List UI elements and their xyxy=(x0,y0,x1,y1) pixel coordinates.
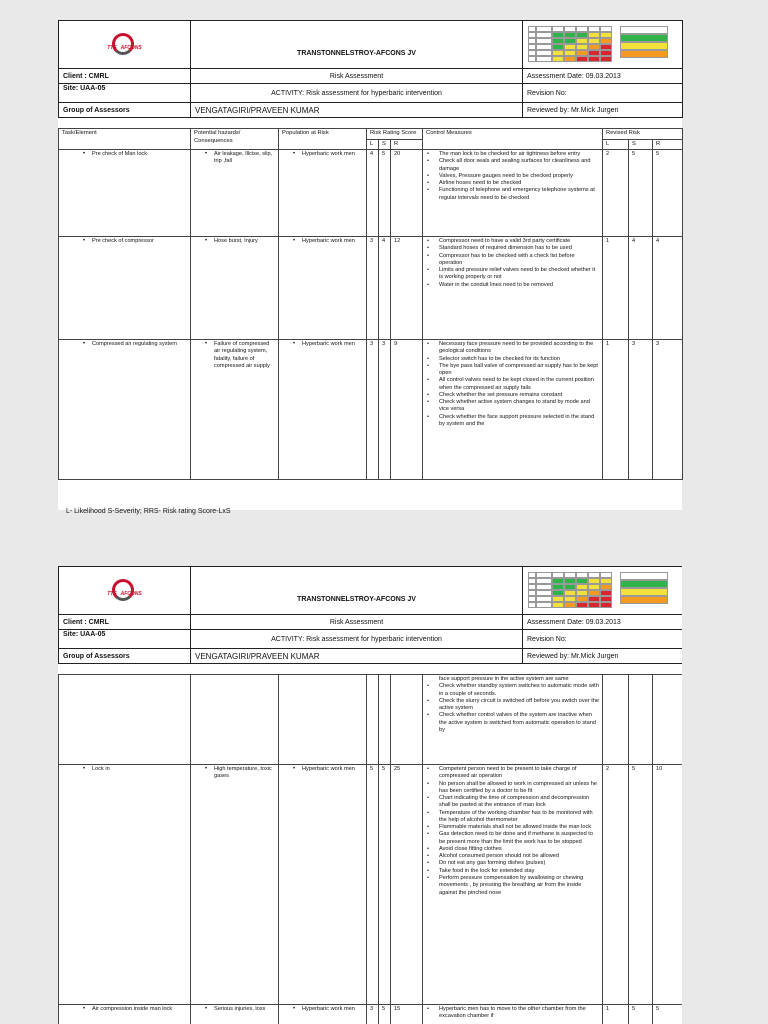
r-cell: 9 xyxy=(391,340,423,480)
rs-cell: 3 xyxy=(629,340,653,480)
col-rs: S xyxy=(629,139,653,150)
rl-cell: 1 xyxy=(603,1005,629,1024)
activity-title: ACTIVITY: Risk assessment for hyperbaric intervention xyxy=(191,84,523,103)
hazard-cell: • Air leakage, Illcise, slip, trip ,fall xyxy=(204,151,275,166)
group-label: Group of Assessors xyxy=(59,649,191,664)
r-cell: 12 xyxy=(391,237,423,340)
task-cell: • Air compression inside man lock xyxy=(82,1006,187,1013)
rs-cell: 5 xyxy=(629,765,653,1005)
population-cell: • Hyperbaric work men xyxy=(292,238,363,245)
site-label: Site: UAA-05 xyxy=(59,84,191,103)
rl-cell: 2 xyxy=(603,765,629,1005)
col-r: R xyxy=(391,139,423,150)
rs-cell: 5 xyxy=(629,1005,653,1024)
document-page-1 xyxy=(58,20,682,510)
group-label: Group of Assessors xyxy=(59,103,191,118)
rl-cell: 1 xyxy=(603,340,629,480)
control-list xyxy=(426,1006,599,1021)
doc-type: Risk Assessment xyxy=(191,615,523,630)
list-item: • Avoid close fitting clothes xyxy=(426,846,599,853)
list-item: • Compressor need to have a valid 3rd party certificate xyxy=(426,238,599,245)
list-item: • The bye pass ball valve of compressed air supply has to be kept open xyxy=(426,363,599,378)
rs-cell: 4 xyxy=(629,237,653,340)
list-item: • Valves, Pressure gauges need to be checked properly xyxy=(426,173,599,180)
rr-cell: 5 xyxy=(653,1005,683,1024)
population-cell: • Hyperbaric work men xyxy=(292,766,363,773)
s-cell: 3 xyxy=(379,340,391,480)
col-task: Task/Element xyxy=(59,129,191,150)
task-cell: • Compressed air regulating system xyxy=(82,341,187,348)
assessors-names: VENGATAGIRI/PRAVEEN KUMAR xyxy=(191,103,523,118)
risk-matrix xyxy=(523,567,683,615)
task-cell: • Lock in xyxy=(82,766,187,773)
rl-cell: 1 xyxy=(603,237,629,340)
header-table xyxy=(58,566,682,664)
l-cell: 3 xyxy=(367,237,379,340)
footnote: L- Likelihood S-Severity; RRS- Risk rating Score-LxS xyxy=(66,508,231,515)
hazard-cell: • High temperature, toxic gases xyxy=(204,766,275,781)
r-cell: 20 xyxy=(391,150,423,237)
s-cell: 5 xyxy=(379,1005,391,1024)
col-rl: L xyxy=(603,139,629,150)
l-cell: 3 xyxy=(367,1005,379,1024)
col-hazards: Potential hazards/ Consequences xyxy=(191,129,279,150)
hazard-cell: • Serious injuries, loss xyxy=(204,1006,275,1013)
list-item: • Selector switch has to be checked for its function xyxy=(426,356,599,363)
company-name: TRANSTONNELSTROY-AFCONS JV xyxy=(191,21,523,69)
assessment-date: Assessment Date: 09.03.2013 xyxy=(523,69,683,84)
control-list xyxy=(426,341,599,428)
list-item: • Perform pressure compensation by swallowing or chewing movements , by pressing the breathing air from the inside against the pinched nose xyxy=(426,875,599,897)
rr-cell: 10 xyxy=(653,765,683,1005)
list-item: • Check whether active system changes to stand by mode and vice versa xyxy=(426,399,599,414)
rr-cell: 5 xyxy=(653,150,683,237)
rr-cell: 3 xyxy=(653,340,683,480)
task-cell: • Pre check of Man lock xyxy=(82,151,187,158)
control-list xyxy=(426,238,599,289)
continued-text: face support pressure in the active system are same xyxy=(439,676,569,682)
company-logo: TTS AFCONS xyxy=(59,21,191,69)
list-item: • All control valves need to be kept closed in the current position when the compressed air supply fails xyxy=(426,377,599,392)
r-cell: 25 xyxy=(391,765,423,1005)
list-item: • Flammable materials shall not be allowed inside the man lock xyxy=(426,824,599,831)
list-item: • No person shall be allowed to work in compressed air unless he has been certified by a doctor to be fit xyxy=(426,781,599,796)
col-control: Control Measures xyxy=(423,129,603,150)
list-item: • Check whether control valves of the system are inactive when the active system is switched from automatic operation to stand by xyxy=(426,712,599,734)
population-cell: • Hyperbaric work men xyxy=(292,341,363,348)
table-row xyxy=(59,765,683,1005)
control-list xyxy=(426,766,599,897)
col-l: L xyxy=(367,139,379,150)
client-label: Client : CMRL xyxy=(59,69,191,84)
list-item: • Temperature of the working chamber has to be monitored with the help of alcohol thermometer xyxy=(426,810,599,825)
list-item: • Airline hoses need to be checked xyxy=(426,180,599,187)
revision-no: Revision No: xyxy=(523,84,683,103)
list-item: • Limits and pressure relief valves need to be checked whether it is working properly or not xyxy=(426,267,599,282)
list-item: • Necessary face pressure need to be provided according to the geological conditions xyxy=(426,341,599,356)
col-s: S xyxy=(379,139,391,150)
doc-type: Risk Assessment xyxy=(191,69,523,84)
activity-title: ACTIVITY: Risk assessment for hyperbaric intervention xyxy=(191,630,523,649)
hazard-cell: • Failure of compressed air regulating system, fatality, failure of compressed air supply xyxy=(204,341,275,370)
assessment-date: Assessment Date: 09.03.2013 xyxy=(523,615,683,630)
list-item: • Chart indicating the time of compression and decompression shall be pasted at the entrance of man lock xyxy=(426,795,599,810)
list-item: • Check whether standby system switches to automatic mode with in a couple of seconds. xyxy=(426,683,599,698)
risk-matrix xyxy=(523,21,683,69)
company-logo: TTS AFCONS xyxy=(59,567,191,615)
s-cell: 5 xyxy=(379,765,391,1005)
table-row xyxy=(59,237,683,340)
list-item: • Take food in the lock for extended stay xyxy=(426,868,599,875)
list-item: • Compressor has to be checked with a check list before operation xyxy=(426,253,599,268)
list-item: • The man lock to be checked for air tightness before entry xyxy=(426,151,599,158)
r-cell: 15 xyxy=(391,1005,423,1024)
population-cell: • Hyperbaric work men xyxy=(292,1006,363,1013)
reviewed-by: Reviewed by: Mr.Mick Jurgen xyxy=(523,103,683,118)
rl-cell: 2 xyxy=(603,150,629,237)
header-table xyxy=(58,20,683,118)
control-list xyxy=(426,683,599,734)
list-item: • Gas detection need to be done and if methane is suspected to be present more than the limit the work has to be stopped xyxy=(426,831,599,846)
assessors-names: VENGATAGIRI/PRAVEEN KUMAR xyxy=(191,649,523,664)
l-cell: 3 xyxy=(367,340,379,480)
list-item: • Check the slurry circuit is switched off before you switch over the active system xyxy=(426,698,599,713)
col-rr: R xyxy=(653,139,683,150)
list-item: • Hyperbaric men has to move to the other chamber from the excavation chamber if xyxy=(426,1006,599,1021)
list-item: • Check all door seals and sealing surfaces for cleanliness and damage xyxy=(426,158,599,173)
list-item: • Do not eat any gas forming dishes (pulses) xyxy=(426,860,599,867)
hazard-cell: • Hose burst, Injury xyxy=(204,238,275,245)
population-cell: • Hyperbaric work men xyxy=(292,151,363,158)
l-cell: 5 xyxy=(367,765,379,1005)
rr-cell: 4 xyxy=(653,237,683,340)
table-row xyxy=(59,1005,683,1024)
revision-no: Revision No: xyxy=(523,630,683,649)
col-revised: Revised Risk xyxy=(603,129,683,140)
list-item: • Water in the conduit lines need to be removed xyxy=(426,282,599,289)
list-item: • Check whether the face support pressure selected in the stand by system and the xyxy=(426,414,599,429)
s-cell: 5 xyxy=(379,150,391,237)
task-cell: • Pre check of compressor xyxy=(82,238,187,245)
list-item: • Competent person need to be present to take charge of compressed air operation xyxy=(426,766,599,781)
table-row xyxy=(59,150,683,237)
list-item: • Check whether the set pressure remains constant xyxy=(426,392,599,399)
list-item: • Alcohol consumed person should not be allowed xyxy=(426,853,599,860)
list-item: • Functioning of telephone and emergency telephone systems at regular intervals need to be checked xyxy=(426,187,599,202)
company-name: TRANSTONNELSTROY-AFCONS JV xyxy=(191,567,523,615)
client-label: Client : CMRL xyxy=(59,615,191,630)
col-population: Population at Risk xyxy=(279,129,367,150)
rs-cell: 5 xyxy=(629,150,653,237)
list-item: • Standard hoses of required dimension has to be used xyxy=(426,245,599,252)
document-page-2 xyxy=(58,566,682,1024)
control-list xyxy=(426,151,599,202)
reviewed-by: Reviewed by: Mr.Mick Jurgen xyxy=(523,649,683,664)
table-row xyxy=(59,340,683,480)
risk-table xyxy=(58,674,682,1024)
site-label: Site: UAA-05 xyxy=(59,630,191,649)
l-cell: 4 xyxy=(367,150,379,237)
table-row xyxy=(59,675,683,765)
col-risk-rating: Risk Rating Score xyxy=(367,129,423,140)
risk-table xyxy=(58,128,683,480)
s-cell: 4 xyxy=(379,237,391,340)
